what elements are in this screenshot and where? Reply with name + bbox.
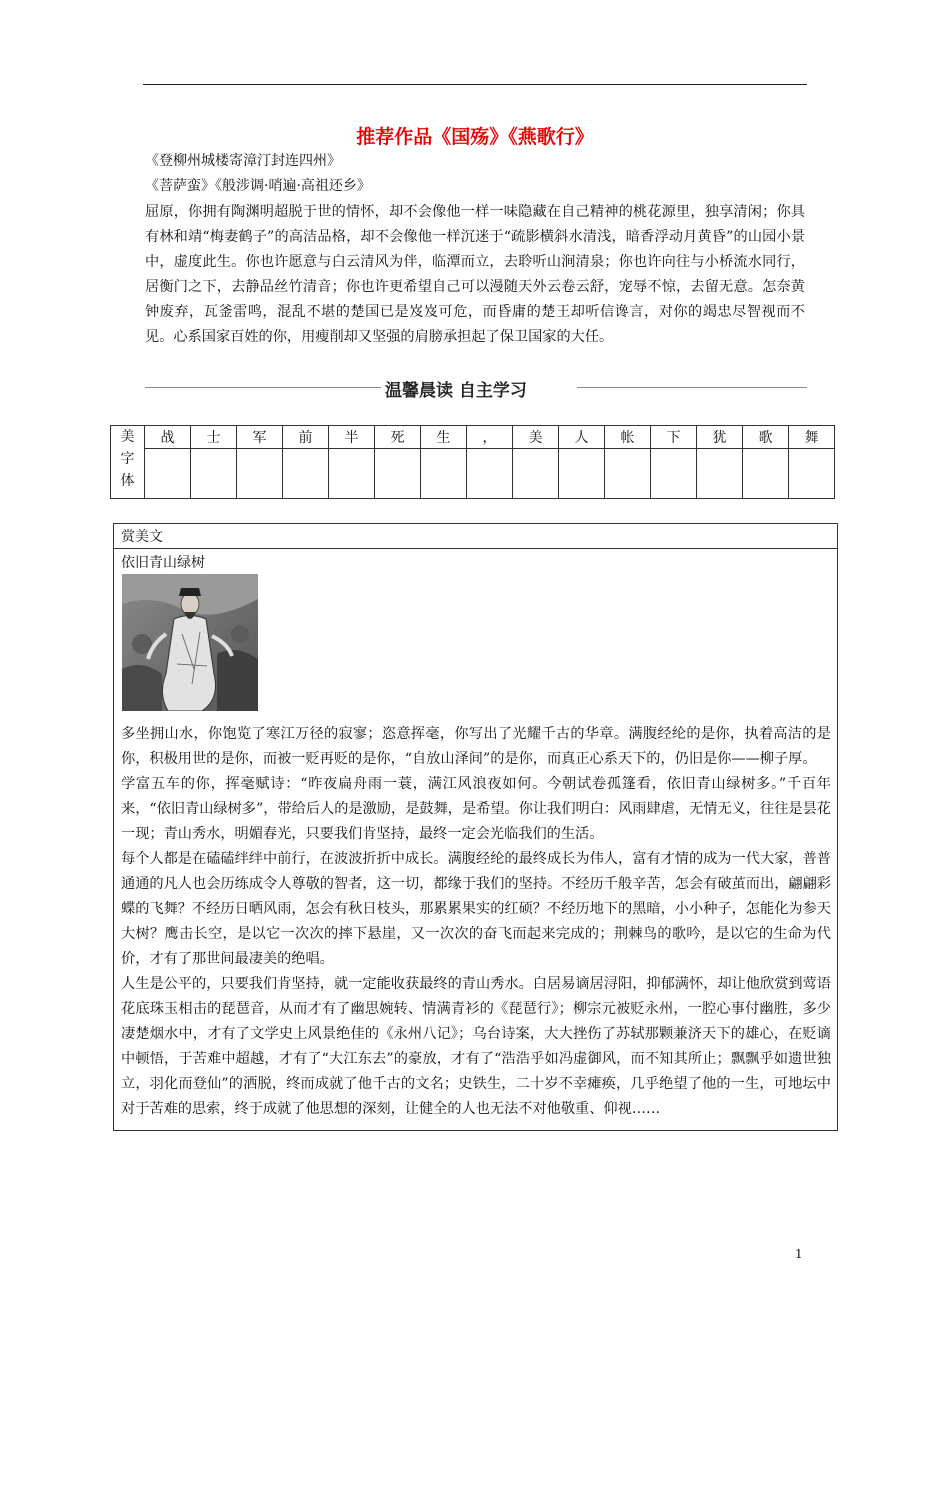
scholar-portrait-image (122, 574, 258, 711)
practice-cell (697, 449, 743, 499)
appreciation-header-label: 赏美文 (121, 529, 163, 545)
practice-char: 前 (283, 426, 329, 449)
practice-cell (467, 449, 513, 499)
section-label: 温馨晨读 自主学习 (385, 381, 527, 401)
practice-cell (651, 449, 697, 499)
practice-cell (375, 449, 421, 499)
intro-paragraph: 屈原，你拥有陶渊明超脱于世的情怀，却不会像他一样一味隐藏在自己精神的桃花源里，独享清闲；你具有林和靖“梅妻鹤子”的高洁品格，却不会像他一样沉迷于“疏影横斜水清浅，暗香浮动月黄昏”的山园小景中，虚度此生。你也许愿意与白云清风为伴，临潭而立，去聆听山涧清泉；你也许向往与小桥流水同行，居衡门之下，去静品丝竹清音；你也许更希望自己可以漫随天外云卷云舒，宠辱不惊，去留无意。怎奈黄钟废弃，瓦釜雷鸣，混乱不堪的楚国已是岌岌可危，而昏庸的楚王却听信谗言，对你的竭忠尽智视而不见。心系国家百姓的你，用瘦削却又坚强的肩膀承担起了保卫国家的大任。 (145, 204, 806, 345)
calligraphy-practice-table (110, 425, 835, 499)
divider-line-left (145, 387, 381, 388)
appreciation-box (113, 523, 838, 1498)
practice-char: 士 (191, 426, 237, 449)
practice-table-header: 美字体 (111, 426, 145, 499)
recommended-work-2: 《菩萨蛮》《般涉调·哨遍·高祖还乡》 (145, 178, 371, 194)
essay-paragraph: 每个人都是在磕磕绊绊中前行，在波波折折中成长。满腹经纶的最终成长为伟人，富有才情的成为一代大家，普普通通的凡人也会历练成令人尊敬的智者，这一切，都缘于我们的坚持。不经历千般辛苦，怎会有破茧而出，翩翩彩蝶的飞舞？不经历日晒风雨，怎会有秋日枝头，那累累果实的红硕？不经历地下的黑暗，小小种子，怎能化为参天大树？鹰击长空，是以它一次次的摔下悬崖，又一次次的奋飞而起来完成的；荆棘鸟的歌吟，是以它的生命为代价，才有了那世间最凄美的绝唱。 (121, 851, 831, 967)
practice-cell (191, 449, 237, 499)
practice-cell (513, 449, 559, 499)
practice-cell (329, 449, 375, 499)
recommended-work-1: 《登柳州城楼寄漳汀封连四州》 (145, 153, 341, 169)
practice-cell (743, 449, 789, 499)
practice-cell (145, 449, 191, 499)
practice-cell (283, 449, 329, 499)
essay-title: 依旧青山绿树 (121, 555, 205, 571)
essay-paragraph: 学富五车的你，挥毫赋诗：“昨夜扁舟雨一蓑，满江风浪夜如何。今朝试卷孤篷看，依旧青山绿树多。”千百年来，“依旧青山绿树多”，带给后人的是激励，是鼓舞，是希望。你让我们明白：风雨肆虐，无情无义，往往是昙花一现；青山秀水，明媚春光，只要我们肯坚持，最终一定会光临我们的生活。 (121, 776, 831, 842)
practice-char: 歌 (743, 426, 789, 449)
practice-char: 战 (145, 426, 191, 449)
practice-char: 死 (375, 426, 421, 449)
essay-paragraph: 人生是公平的，只要我们肯坚持，就一定能收获最终的青山秀水。白居易谪居浔阳，抑郁满怀，却让他欣赏到莺语花底珠玉相击的琵琶音，从而才有了幽思婉转、情满青衫的《琵琶行》；柳宗元被贬永州，一腔心事付幽胜，多少凄楚烟水中，才有了文学史上风景绝佳的《永州八记》；乌台诗案，大大挫伤了苏轼那颗兼济天下的雄心，在贬谪中顿悟，于苦难中超越，才有了“大江东去”的豪放，才有了“浩浩乎如冯虚御风，而不知其所止；飘飘乎如遗世独立，羽化而登仙”的洒脱，终而成就了他千古的文名；史铁生，二十岁不幸瘫痪，几乎绝望了他的一生，可地坛中对于苦难的思索，终于成就了他思想的深刻，让健全的人也无法不对他敬重、仰视…… (121, 976, 831, 1117)
page-number: 1 (795, 1247, 803, 1261)
practice-cell (237, 449, 283, 499)
practice-char: 舞 (789, 426, 835, 449)
page-title: 推荐作品《国殇》《燕歌行》 (356, 126, 594, 148)
header-rule (143, 84, 807, 85)
section-divider (145, 376, 807, 400)
practice-char: ， (467, 426, 513, 449)
practice-char: 人 (559, 426, 605, 449)
practice-char: 犹 (697, 426, 743, 449)
appreciation-header (113, 523, 838, 549)
essay-paragraph: 多坐拥山水，你饱览了寒江万径的寂寥；恣意挥毫，你写出了光耀千古的华章。满腹经纶的是你，执着高洁的是你，积极用世的是你，而被一贬再贬的是你，“自放山泽间”的是你，而真正心系天下的，仍旧是你——柳子厚。 (121, 726, 831, 767)
practice-char: 下 (651, 426, 697, 449)
practice-char: 美 (513, 426, 559, 449)
appreciation-body (113, 548, 838, 1131)
practice-char: 帐 (605, 426, 651, 449)
practice-cell (421, 449, 467, 499)
practice-cell (789, 449, 835, 499)
practice-char: 生 (421, 426, 467, 449)
essay-text (121, 722, 831, 1122)
practice-cell (605, 449, 651, 499)
practice-char: 半 (329, 426, 375, 449)
practice-char: 军 (237, 426, 283, 449)
divider-line-right (577, 387, 807, 388)
practice-cell (559, 449, 605, 499)
